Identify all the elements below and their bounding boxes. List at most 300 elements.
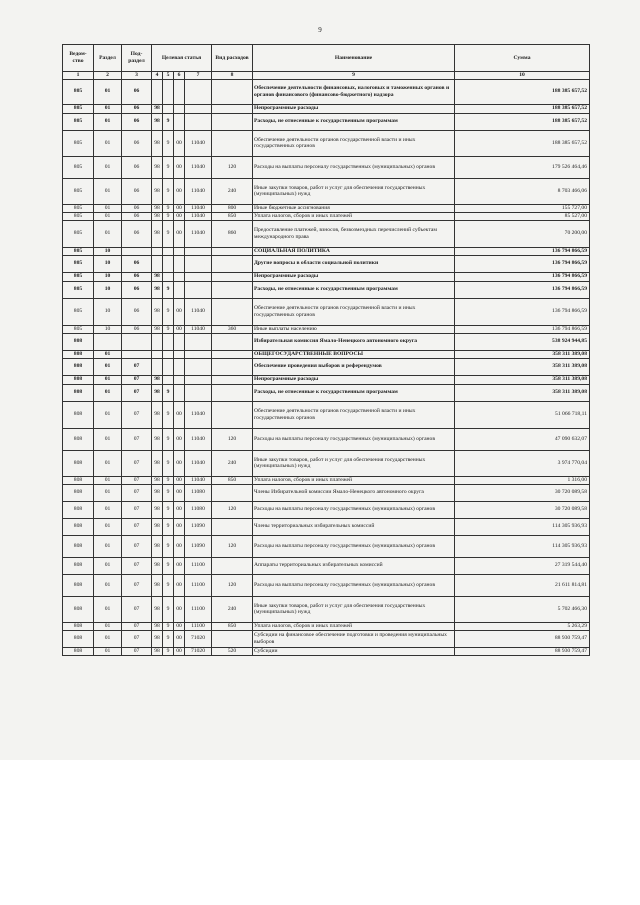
cell-cs-code: 11040: [185, 220, 212, 247]
cell-summa: 47 090 632,07: [455, 428, 590, 450]
cell-cs-program: [152, 247, 163, 255]
cell-podrazdel: 06: [122, 255, 152, 272]
cell-summa: 136 794 866,59: [455, 281, 590, 298]
table-row: [63, 281, 590, 298]
cell-podrazdel: 07: [122, 484, 152, 501]
cell-cs-code: [185, 375, 212, 384]
cell-vid: 360: [212, 325, 253, 333]
cell-cs-subprogram: 9: [163, 113, 174, 130]
cell-summa: 358 311 389,08: [455, 375, 590, 384]
table-row: [63, 384, 590, 401]
cell-vid: 120: [212, 501, 253, 518]
cell-podrazdel: 06: [122, 325, 152, 333]
cell-cs-code: 11100: [185, 574, 212, 596]
header-tselevaya-statya: Целевая статья: [152, 45, 212, 72]
cell-vedomstvo: 805: [63, 104, 94, 113]
cell-cs-code: 11040: [185, 450, 212, 476]
cell-cs-subprogram: [163, 350, 174, 358]
cell-podrazdel: 07: [122, 518, 152, 535]
cell-vid: 120: [212, 428, 253, 450]
cell-cs-code: [185, 79, 212, 104]
table-row: [63, 156, 590, 178]
cell-cs-direction: 00: [174, 298, 185, 325]
cell-vid: [212, 79, 253, 104]
cell-vedomstvo: 808: [63, 484, 94, 501]
table-row: [63, 501, 590, 518]
cell-vid: [212, 272, 253, 281]
cell-cs-subprogram: 9: [163, 647, 174, 655]
cell-cs-program: 98: [152, 596, 163, 622]
table-row: [63, 358, 590, 375]
table-row: [63, 596, 590, 622]
cell-cs-program: 98: [152, 401, 163, 428]
cell-cs-program: 98: [152, 518, 163, 535]
cell-cs-code: 11040: [185, 212, 212, 220]
cell-cs-program: 98: [152, 113, 163, 130]
cell-cs-code: 11040: [185, 325, 212, 333]
cell-vid: [212, 247, 253, 255]
cell-vedomstvo: 808: [63, 375, 94, 384]
cell-cs-subprogram: 9: [163, 156, 174, 178]
cell-cs-subprogram: 9: [163, 384, 174, 401]
table-row: [63, 204, 590, 212]
cell-summa: 27 319 544,40: [455, 557, 590, 574]
cell-vedomstvo: 805: [63, 247, 94, 255]
cell-naimenovanie: Субсидии на финансовое обеспечение подготовки и проведения муниципальных выборов: [253, 630, 455, 647]
cell-vid: [212, 130, 253, 156]
table-row: [63, 212, 590, 220]
cell-podrazdel: 07: [122, 501, 152, 518]
cell-cs-direction: [174, 281, 185, 298]
cell-vid: [212, 484, 253, 501]
cell-vid: 520: [212, 647, 253, 655]
cell-podrazdel: 06: [122, 104, 152, 113]
cell-naimenovanie: Иные выплаты населению: [253, 325, 455, 333]
table-row: [63, 178, 590, 204]
column-number: 8: [212, 72, 253, 80]
cell-cs-subprogram: 9: [163, 325, 174, 333]
cell-cs-code: 11100: [185, 557, 212, 574]
cell-cs-direction: [174, 384, 185, 401]
cell-cs-program: [152, 255, 163, 272]
cell-cs-subprogram: [163, 104, 174, 113]
cell-cs-subprogram: 9: [163, 484, 174, 501]
cell-vedomstvo: 805: [63, 220, 94, 247]
cell-razdel: 01: [94, 384, 122, 401]
table-row: [63, 255, 590, 272]
cell-naimenovanie: Иные закупки товаров, работ и услуг для обеспечения государственных (муниципальных) нужд: [253, 178, 455, 204]
cell-naimenovanie: Расходы на выплаты персоналу государственных (муниципальных) органов: [253, 428, 455, 450]
cell-cs-subprogram: 9: [163, 535, 174, 557]
cell-cs-program: 98: [152, 212, 163, 220]
cell-podrazdel: 07: [122, 574, 152, 596]
cell-podrazdel: 07: [122, 630, 152, 647]
cell-vid: [212, 384, 253, 401]
cell-razdel: 01: [94, 518, 122, 535]
cell-summa: 1 316,00: [455, 476, 590, 484]
cell-razdel: 10: [94, 281, 122, 298]
cell-vid: [212, 333, 253, 350]
cell-cs-program: 98: [152, 557, 163, 574]
cell-summa: 358 311 389,08: [455, 384, 590, 401]
cell-cs-program: 98: [152, 630, 163, 647]
cell-vedomstvo: 808: [63, 501, 94, 518]
cell-vedomstvo: 808: [63, 622, 94, 630]
cell-cs-code: [185, 104, 212, 113]
cell-cs-code: 11040: [185, 428, 212, 450]
cell-cs-direction: [174, 272, 185, 281]
budget-table: [62, 44, 590, 656]
table-row: [63, 428, 590, 450]
cell-cs-code: [185, 272, 212, 281]
cell-vid: 860: [212, 220, 253, 247]
cell-podrazdel: [122, 333, 152, 350]
cell-vedomstvo: 808: [63, 358, 94, 375]
cell-cs-program: 98: [152, 298, 163, 325]
table-row: [63, 247, 590, 255]
cell-cs-code: 71020: [185, 647, 212, 655]
cell-razdel: 01: [94, 557, 122, 574]
cell-vedomstvo: 808: [63, 630, 94, 647]
cell-razdel: 01: [94, 450, 122, 476]
cell-podrazdel: [122, 350, 152, 358]
cell-cs-program: [152, 358, 163, 375]
cell-razdel: 01: [94, 220, 122, 247]
cell-naimenovanie: Обеспечение деятельности органов государственной власти и иных государственных органов: [253, 298, 455, 325]
cell-summa: 155 727,00: [455, 204, 590, 212]
cell-vid: [212, 375, 253, 384]
table-row: [63, 333, 590, 350]
cell-naimenovanie: Иные бюджетные ассигнования: [253, 204, 455, 212]
cell-cs-direction: 00: [174, 484, 185, 501]
cell-vid: 240: [212, 596, 253, 622]
cell-razdel: 01: [94, 358, 122, 375]
cell-podrazdel: 07: [122, 535, 152, 557]
cell-cs-code: 11040: [185, 156, 212, 178]
cell-cs-subprogram: 9: [163, 212, 174, 220]
cell-razdel: 10: [94, 247, 122, 255]
cell-cs-direction: 00: [174, 220, 185, 247]
cell-podrazdel: 07: [122, 647, 152, 655]
cell-cs-subprogram: 9: [163, 428, 174, 450]
cell-cs-program: 98: [152, 156, 163, 178]
cell-cs-program: [152, 79, 163, 104]
table-row: [63, 557, 590, 574]
cell-cs-direction: [174, 79, 185, 104]
cell-vedomstvo: 808: [63, 428, 94, 450]
cell-summa: 5 702 466,30: [455, 596, 590, 622]
cell-cs-subprogram: 9: [163, 298, 174, 325]
cell-vid: [212, 113, 253, 130]
cell-razdel: 01: [94, 79, 122, 104]
cell-vedomstvo: 805: [63, 156, 94, 178]
cell-razdel: 10: [94, 272, 122, 281]
cell-naimenovanie: Уплата налогов, сборов и иных платежей: [253, 212, 455, 220]
cell-vedomstvo: 808: [63, 401, 94, 428]
column-number: 3: [122, 72, 152, 80]
cell-cs-code: [185, 358, 212, 375]
cell-cs-direction: 00: [174, 212, 185, 220]
cell-vedomstvo: 805: [63, 130, 94, 156]
cell-summa: 136 794 866,59: [455, 298, 590, 325]
cell-summa: 30 720 089,58: [455, 484, 590, 501]
cell-cs-direction: 00: [174, 178, 185, 204]
cell-podrazdel: 06: [122, 298, 152, 325]
cell-cs-program: 98: [152, 384, 163, 401]
cell-podrazdel: 07: [122, 476, 152, 484]
cell-vedomstvo: 805: [63, 255, 94, 272]
cell-cs-code: 11100: [185, 622, 212, 630]
cell-cs-code: 11080: [185, 484, 212, 501]
cell-cs-subprogram: 9: [163, 501, 174, 518]
cell-podrazdel: 06: [122, 178, 152, 204]
cell-cs-subprogram: 9: [163, 130, 174, 156]
cell-summa: 136 794 866,59: [455, 255, 590, 272]
header-vid-raskhodov: Вид расходов: [212, 45, 253, 72]
cell-cs-subprogram: [163, 272, 174, 281]
cell-vedomstvo: 808: [63, 557, 94, 574]
cell-summa: 188 385 657,52: [455, 104, 590, 113]
cell-vedomstvo: 805: [63, 113, 94, 130]
cell-cs-subprogram: 9: [163, 622, 174, 630]
cell-cs-program: 98: [152, 501, 163, 518]
cell-razdel: 10: [94, 255, 122, 272]
cell-cs-code: 11040: [185, 476, 212, 484]
table-row: [63, 450, 590, 476]
cell-naimenovanie: Избирательная комиссия Ямало-Ненецкого автономного округа: [253, 333, 455, 350]
cell-cs-program: 98: [152, 281, 163, 298]
cell-vid: 120: [212, 574, 253, 596]
cell-summa: 88 930 759,47: [455, 647, 590, 655]
cell-razdel: 01: [94, 104, 122, 113]
header-podrazdel: Под-раздел: [122, 45, 152, 72]
cell-naimenovanie: Аппараты территориальных избирательных комиссий: [253, 557, 455, 574]
cell-summa: 114 305 936,93: [455, 518, 590, 535]
cell-vedomstvo: 805: [63, 325, 94, 333]
cell-vid: [212, 104, 253, 113]
cell-razdel: 01: [94, 574, 122, 596]
cell-vedomstvo: 808: [63, 384, 94, 401]
cell-vid: 850: [212, 212, 253, 220]
cell-cs-direction: 00: [174, 130, 185, 156]
cell-cs-direction: 00: [174, 204, 185, 212]
cell-cs-program: 98: [152, 484, 163, 501]
cell-summa: 179 526 464,46: [455, 156, 590, 178]
cell-cs-code: 11090: [185, 535, 212, 557]
cell-cs-subprogram: [163, 79, 174, 104]
table-row: [63, 325, 590, 333]
column-number: 10: [455, 72, 590, 80]
header-vedomstvo: Ведом-ство: [63, 45, 94, 72]
cell-razdel: 01: [94, 375, 122, 384]
cell-cs-program: [152, 350, 163, 358]
cell-cs-direction: 00: [174, 574, 185, 596]
cell-vedomstvo: 805: [63, 298, 94, 325]
cell-cs-code: 11090: [185, 518, 212, 535]
cell-cs-code: [185, 281, 212, 298]
cell-naimenovanie: Непрограммные расходы: [253, 272, 455, 281]
cell-razdel: 01: [94, 622, 122, 630]
cell-razdel: 01: [94, 113, 122, 130]
cell-naimenovanie: Непрограммные расходы: [253, 375, 455, 384]
cell-cs-code: 11040: [185, 130, 212, 156]
cell-cs-program: 98: [152, 325, 163, 333]
cell-cs-direction: [174, 255, 185, 272]
cell-naimenovanie: Расходы, не отнесенные к государственным программам: [253, 113, 455, 130]
cell-podrazdel: 06: [122, 113, 152, 130]
cell-summa: 114 305 936,93: [455, 535, 590, 557]
cell-naimenovanie: Члены территориальных избирательных комиссий: [253, 518, 455, 535]
cell-podrazdel: 07: [122, 622, 152, 630]
cell-cs-code: [185, 255, 212, 272]
cell-cs-subprogram: 9: [163, 220, 174, 247]
cell-cs-code: 11040: [185, 401, 212, 428]
cell-cs-subprogram: 9: [163, 476, 174, 484]
cell-vedomstvo: 808: [63, 647, 94, 655]
cell-podrazdel: 06: [122, 212, 152, 220]
cell-cs-direction: 00: [174, 622, 185, 630]
table-row: [63, 574, 590, 596]
cell-summa: 188 385 657,52: [455, 113, 590, 130]
header-summa: Сумма: [455, 45, 590, 72]
cell-cs-code: [185, 384, 212, 401]
cell-summa: 136 794 866,59: [455, 272, 590, 281]
cell-vid: 240: [212, 178, 253, 204]
cell-cs-direction: [174, 333, 185, 350]
table-row: [63, 220, 590, 247]
cell-cs-code: 11040: [185, 204, 212, 212]
table-row: [63, 630, 590, 647]
cell-summa: 21 611 814,81: [455, 574, 590, 596]
cell-naimenovanie: Члены Избирательной комиссии Ямало-Ненецкого автономного округа: [253, 484, 455, 501]
table-row: [63, 298, 590, 325]
cell-vid: 240: [212, 450, 253, 476]
column-number: 7: [185, 72, 212, 80]
cell-cs-program: 98: [152, 574, 163, 596]
cell-podrazdel: 07: [122, 384, 152, 401]
cell-podrazdel: 06: [122, 204, 152, 212]
cell-razdel: 01: [94, 156, 122, 178]
cell-cs-subprogram: [163, 255, 174, 272]
cell-razdel: 10: [94, 298, 122, 325]
cell-vedomstvo: 805: [63, 212, 94, 220]
cell-cs-subprogram: 9: [163, 401, 174, 428]
header-naimenovanie: Наименование: [253, 45, 455, 72]
cell-cs-subprogram: [163, 333, 174, 350]
cell-vid: [212, 281, 253, 298]
cell-cs-direction: [174, 350, 185, 358]
table-row: [63, 350, 590, 358]
cell-cs-direction: 00: [174, 450, 185, 476]
cell-vedomstvo: 805: [63, 281, 94, 298]
table-row: [63, 476, 590, 484]
cell-vid: [212, 255, 253, 272]
cell-cs-direction: 00: [174, 647, 185, 655]
cell-cs-program: [152, 333, 163, 350]
cell-summa: 136 794 866,59: [455, 247, 590, 255]
cell-naimenovanie: Предоставление платежей, взносов, безвозмездных перечислений субъектам международного права: [253, 220, 455, 247]
cell-cs-direction: 00: [174, 325, 185, 333]
cell-vedomstvo: 808: [63, 574, 94, 596]
cell-cs-direction: [174, 247, 185, 255]
cell-summa: 3 974 770,04: [455, 450, 590, 476]
cell-naimenovanie: Уплата налогов, сборов и иных платежей: [253, 476, 455, 484]
cell-cs-subprogram: 9: [163, 596, 174, 622]
cell-naimenovanie: Обеспечение деятельности органов государственной власти и иных государственных органов: [253, 130, 455, 156]
cell-razdel: 10: [94, 325, 122, 333]
cell-cs-subprogram: [163, 358, 174, 375]
cell-vid: [212, 630, 253, 647]
cell-cs-subprogram: [163, 375, 174, 384]
cell-cs-code: 71020: [185, 630, 212, 647]
cell-cs-code: 11100: [185, 596, 212, 622]
cell-cs-program: 98: [152, 375, 163, 384]
cell-cs-direction: 00: [174, 630, 185, 647]
cell-cs-direction: [174, 375, 185, 384]
cell-cs-direction: 00: [174, 557, 185, 574]
cell-naimenovanie: Уплата налогов, сборов и иных платежей: [253, 622, 455, 630]
cell-cs-subprogram: 9: [163, 450, 174, 476]
table-row: [63, 535, 590, 557]
column-number: 9: [253, 72, 455, 80]
cell-summa: 70 200,00: [455, 220, 590, 247]
cell-cs-subprogram: 9: [163, 281, 174, 298]
cell-summa: 358 311 389,08: [455, 350, 590, 358]
cell-razdel: 01: [94, 130, 122, 156]
cell-cs-program: 98: [152, 450, 163, 476]
cell-summa: 136 794 866,59: [455, 325, 590, 333]
cell-cs-subprogram: [163, 247, 174, 255]
cell-razdel: 01: [94, 535, 122, 557]
cell-podrazdel: 06: [122, 156, 152, 178]
column-number: 1: [63, 72, 94, 80]
cell-cs-program: 98: [152, 178, 163, 204]
cell-podrazdel: 07: [122, 401, 152, 428]
cell-naimenovanie: Расходы, не отнесенные к государственным программам: [253, 281, 455, 298]
cell-vid: 800: [212, 204, 253, 212]
cell-vid: [212, 557, 253, 574]
cell-podrazdel: 06: [122, 130, 152, 156]
cell-summa: 538 924 944,85: [455, 333, 590, 350]
cell-summa: 188 385 657,52: [455, 79, 590, 104]
cell-vedomstvo: 808: [63, 518, 94, 535]
cell-cs-code: 11040: [185, 298, 212, 325]
cell-razdel: 01: [94, 476, 122, 484]
cell-podrazdel: 07: [122, 358, 152, 375]
column-number-row: [63, 72, 590, 80]
cell-cs-code: [185, 113, 212, 130]
table-row: [63, 622, 590, 630]
cell-vedomstvo: 808: [63, 596, 94, 622]
cell-razdel: 01: [94, 212, 122, 220]
cell-cs-subprogram: 9: [163, 574, 174, 596]
cell-cs-subprogram: 9: [163, 518, 174, 535]
cell-naimenovanie: Расходы на выплаты персоналу государственных (муниципальных) органов: [253, 535, 455, 557]
column-number: 4: [152, 72, 163, 80]
cell-cs-program: 98: [152, 130, 163, 156]
cell-vid: 120: [212, 156, 253, 178]
cell-vid: 120: [212, 535, 253, 557]
cell-cs-direction: 00: [174, 156, 185, 178]
cell-summa: 85 527,00: [455, 212, 590, 220]
cell-podrazdel: 07: [122, 428, 152, 450]
cell-podrazdel: 06: [122, 220, 152, 247]
table-row: [63, 113, 590, 130]
cell-cs-program: 98: [152, 272, 163, 281]
cell-cs-code: 11040: [185, 178, 212, 204]
cell-naimenovanie: Расходы на выплаты персоналу государственных (муниципальных) органов: [253, 501, 455, 518]
cell-vedomstvo: 808: [63, 350, 94, 358]
